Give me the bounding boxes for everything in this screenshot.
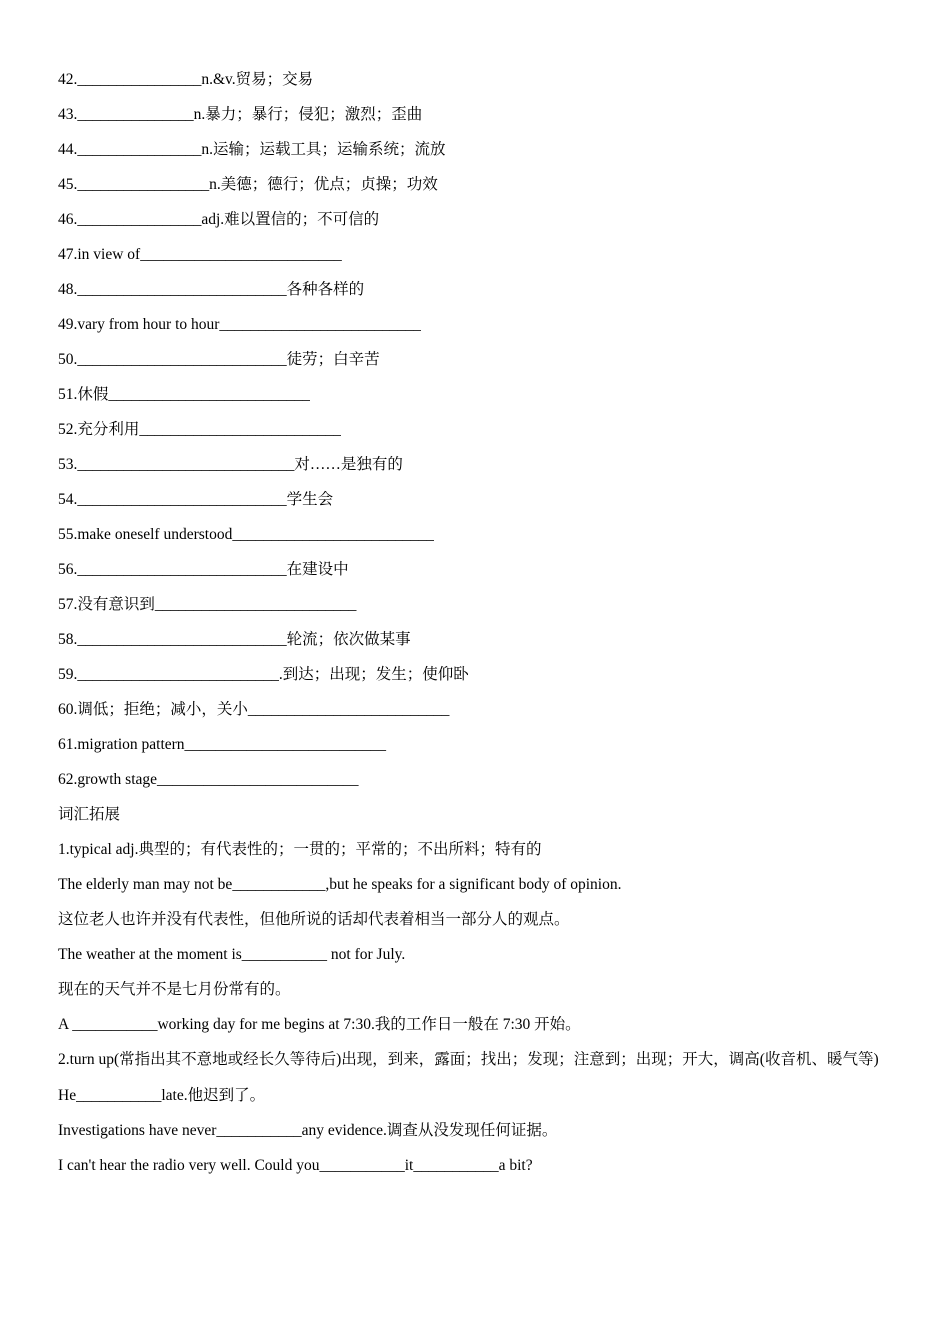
item-53: 53.____________________________对……是独有的 (58, 456, 403, 473)
item-43: 43._______________n.暴力；暴行；侵犯；激烈；歪曲 (58, 106, 423, 123)
item-62: 62.growth stage__________________________ (58, 771, 359, 788)
item-48: 48.___________________________各种各样的 (58, 281, 365, 298)
typical-example-2: The weather at the moment is___________ not for July. (58, 946, 406, 963)
typical-translation-1: 这位老人也许并没有代表性，但他所说的话却代表着相当一部分人的观点。 (58, 911, 570, 928)
document-page (58, 62, 908, 1183)
turn-up-entry: 2.turn up(常指出其不意地或经长久等待后)出现，到来，露面；找出；发现；注意到；出现；开大，调高(收音机、暖气等) (58, 1051, 879, 1068)
item-58: 58.___________________________轮流；依次做某事 (58, 631, 411, 648)
item-45: 45._________________n.美德；德行；优点；贞操；功效 (58, 176, 438, 193)
item-51: 51.休假__________________________ (58, 386, 310, 403)
turn-up-example-3: I can't hear the radio very well. Could you___________it___________a bit? (58, 1157, 533, 1174)
item-56: 56.___________________________在建设中 (58, 561, 349, 578)
typical-translation-2: 现在的天气并不是七月份常有的。 (58, 981, 291, 998)
item-47: 47.in view of__________________________ (58, 246, 342, 263)
item-57: 57.没有意识到__________________________ (58, 596, 357, 613)
item-61: 61.migration pattern__________________________ (58, 736, 387, 753)
typical-example-1: The elderly man may not be____________,but he speaks for a significant body of opinion. (58, 876, 622, 893)
turn-up-example-1: He___________late.他迟到了。 (58, 1087, 266, 1104)
item-49: 49.vary from hour to hour__________________________ (58, 316, 421, 333)
item-44: 44.________________n.运输；运载工具；运输系统；流放 (58, 141, 446, 158)
typical-entry: 1.typical adj.典型的；有代表性的；一贯的；平常的；不出所料；特有的 (58, 841, 542, 858)
item-60: 60.调低；拒绝；减小，关小__________________________ (58, 701, 450, 718)
item-46: 46.________________adj.难以置信的；不可信的 (58, 211, 380, 228)
item-42: 42.________________n.&v.贸易；交易 (58, 71, 314, 88)
item-54: 54.___________________________学生会 (58, 491, 334, 508)
section-heading: 词汇拓展 (58, 806, 121, 823)
item-59: 59.__________________________.到达；出现；发生；使仰卧 (58, 666, 469, 683)
item-52: 52.充分利用__________________________ (58, 421, 341, 438)
turn-up-example-2: Investigations have never___________any evidence.调查从没发现任何证据。 (58, 1122, 558, 1139)
item-50: 50.___________________________徒劳；白辛苦 (58, 351, 380, 368)
typical-example-3: A ___________working day for me begins at 7:30.我的工作日一般在 7:30 开始。 (58, 1016, 581, 1033)
item-55: 55.make oneself understood__________________________ (58, 526, 434, 543)
